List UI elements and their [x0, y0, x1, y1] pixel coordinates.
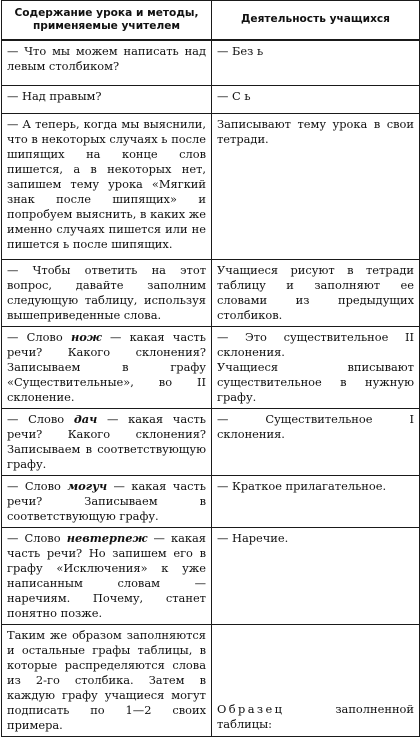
table-row [2, 625, 420, 737]
example-word: нож [70, 330, 102, 344]
student-cell: — Существительное I склонения. [212, 409, 420, 476]
table-header-row [2, 1, 420, 40]
lesson-plan-table [1, 0, 420, 737]
teacher-text-prefix: — Слово [7, 412, 74, 426]
table-row [2, 528, 420, 625]
example-word: невтерпеж [66, 531, 148, 545]
teacher-text-rest: — какая часть речи? Какого склонения? Записываем в графу «Существительные», во II склонение. [7, 330, 207, 404]
teacher-text-rest: — какая часть речи? Какого склонения? Записываем в соответствующую графу. [7, 412, 206, 471]
student-cell: — Наречие. [212, 528, 420, 625]
header-student-activity: Деятельность учащихся [212, 1, 420, 40]
teacher-text-prefix: — Слово [7, 479, 68, 493]
teacher-cell [2, 528, 212, 625]
table-row [2, 86, 420, 114]
teacher-cell: Таким же образом заполняются и остальные графы таблицы, в которые распределяются слова из 2-го столбика. Затем в каждую графу учащиеся могут подписать по 1—2 своих примера. [2, 625, 212, 737]
table-row [2, 327, 420, 409]
sample-caption-rest: заполненной таблицы: [217, 702, 414, 731]
teacher-cell [2, 327, 212, 409]
table-row [2, 40, 420, 86]
student-cell: — Без ь [212, 40, 420, 86]
student-cell: Записывают тему урока в свои тетради. [212, 114, 420, 260]
table-row [2, 260, 420, 327]
teacher-cell [2, 476, 212, 528]
teacher-text-rest: — какая часть речи? Записываем в соответствующую графу. [7, 479, 206, 523]
teacher-cell: — Над правым? [2, 86, 212, 114]
student-answer: — Это существительное II склонения. [217, 330, 414, 359]
teacher-cell: — А теперь, когда мы выяснили, что в некоторых случаях ь после шипящих на конце слов пишется, а в некоторых нет, запишем тему урока «Мягкий знак после шипящих» и попробуем выяснить, в каких же именно случаях пишется или не пишется ь после шипящих. [2, 114, 212, 260]
teacher-cell: — Чтобы ответить на этот вопрос, давайте заполним следующую таблицу, используя вышеприведенные слова. [2, 260, 212, 327]
header-teacher-methods: Содержание урока и методы, применяемые учителем [2, 1, 212, 40]
table-row [2, 476, 420, 528]
student-activity-note: Учащиеся вписывают существительное в нужную графу. [217, 360, 414, 404]
student-cell: — С ь [212, 86, 420, 114]
teacher-text-prefix: — Слово [7, 531, 67, 545]
student-cell [212, 625, 420, 737]
student-cell [212, 327, 420, 409]
example-word: дач [73, 412, 98, 426]
teacher-cell [2, 409, 212, 476]
student-cell: — Краткое прилагательное. [212, 476, 420, 528]
sample-caption-spaced: Образец [217, 702, 285, 716]
table-row [2, 409, 420, 476]
student-cell: Учащиеся рисуют в тетради таблицу и заполняют ее словами из предыдущих столбиков. [212, 260, 420, 327]
teacher-text-rest: — какая часть речи? Но запишем его в графу «Исключения» к уже написанным словам — наречиям. Почему, станет понятно позже. [7, 531, 206, 620]
teacher-text-prefix: — Слово [7, 330, 71, 344]
teacher-cell: — Что мы можем написать над левым столбиком? [2, 40, 212, 86]
example-word: могуч [67, 479, 108, 493]
table-row [2, 114, 420, 260]
